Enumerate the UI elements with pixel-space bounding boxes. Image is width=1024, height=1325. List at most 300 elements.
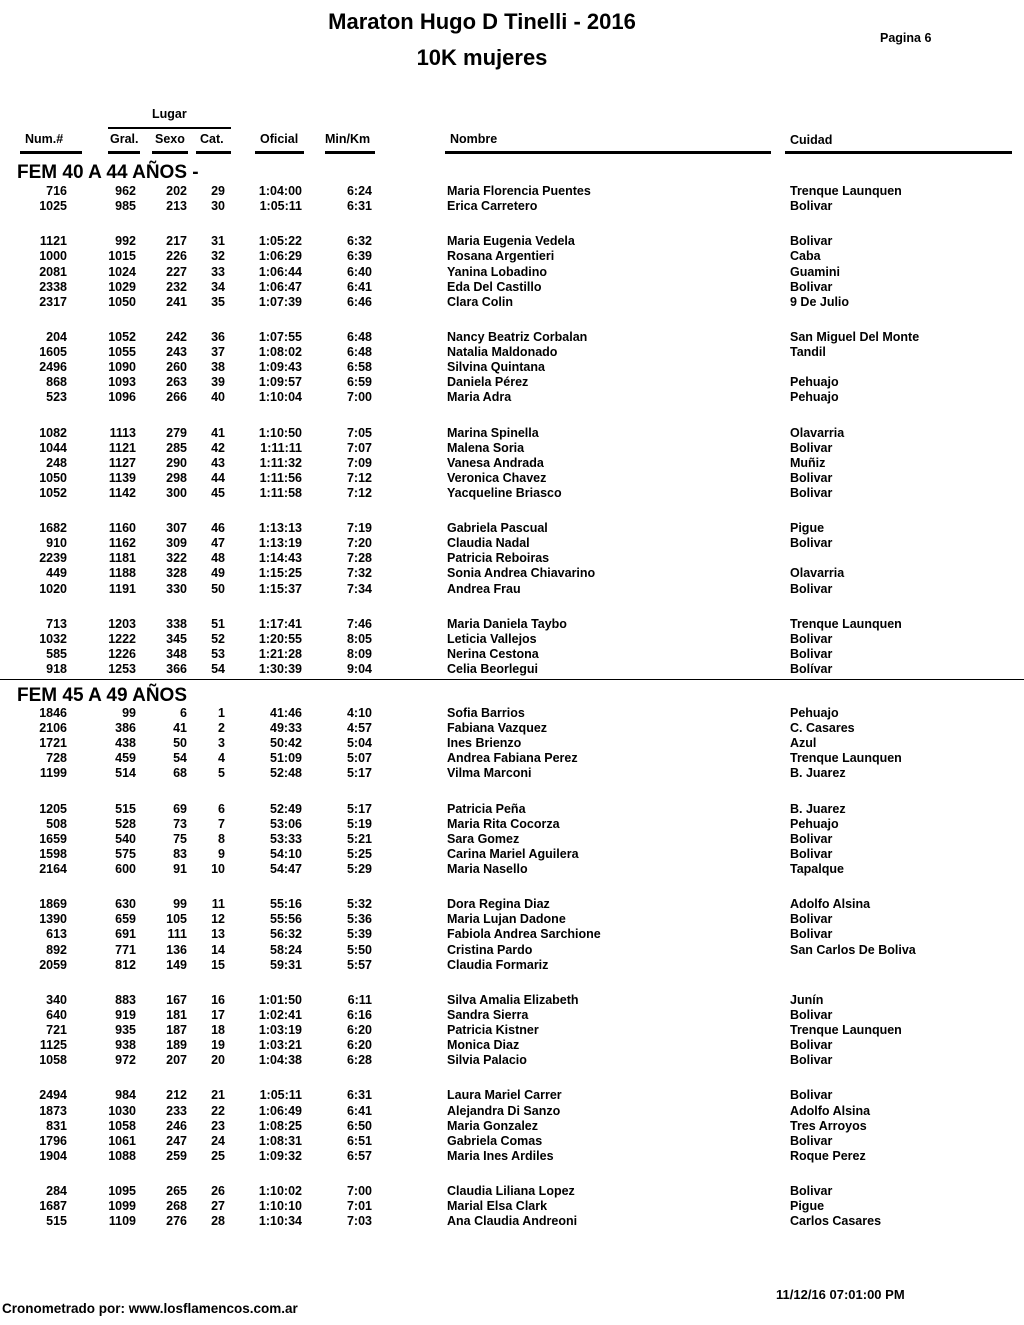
place-sex: 259 [166, 1149, 187, 1163]
runner-name: Daniela Pérez [447, 375, 529, 389]
pace: 6:41 [346, 280, 372, 294]
place-general: 691 [115, 927, 136, 941]
runner-city: Bolivar [790, 647, 833, 661]
pace: 4:57 [346, 721, 372, 735]
bib-number: 2496 [39, 360, 67, 374]
bib-number: 1687 [39, 1199, 67, 1213]
place-category: 11 [211, 897, 225, 911]
table-row [0, 521, 1024, 536]
place-category: 48 [211, 551, 225, 565]
bib-number: 831 [46, 1119, 67, 1133]
runner-city: Bolivar [790, 1053, 833, 1067]
official-time: 1:01:50 [258, 993, 302, 1007]
bib-number: 892 [46, 943, 67, 957]
place-general: 1061 [108, 1134, 136, 1148]
bib-number: 2164 [39, 862, 67, 876]
runner-name: Carina Mariel Aguilera [447, 847, 579, 861]
place-general: 1058 [108, 1119, 136, 1133]
place-category: 19 [211, 1038, 225, 1052]
bib-number: 1390 [39, 912, 67, 926]
bib-number: 728 [46, 751, 67, 765]
bib-number: 2338 [39, 280, 67, 294]
pace: 6:16 [346, 1008, 372, 1022]
place-sex: 54 [173, 751, 187, 765]
runner-name: Patricia Reboiras [447, 551, 550, 565]
pace: 5:29 [346, 862, 372, 876]
runner-name: Ana Claudia Andreoni [447, 1214, 578, 1228]
bib-number: 1682 [39, 521, 67, 535]
runner-name: Erica Carretero [447, 199, 538, 213]
table-row [0, 249, 1024, 264]
place-category: 27 [211, 1199, 225, 1213]
place-general: 1088 [108, 1149, 136, 1163]
pace: 6:39 [346, 249, 372, 263]
place-general: 1109 [108, 1214, 136, 1228]
table-row [0, 330, 1024, 345]
column-header-gral: Gral. [110, 132, 139, 146]
runner-name: Claudia Nadal [447, 536, 530, 550]
official-time: 1:09:57 [258, 375, 302, 389]
column-header-nombre: Nombre [450, 132, 498, 146]
official-time: 50:42 [270, 736, 302, 750]
runner-city: Trenque Launquen [790, 1023, 902, 1037]
place-general: 1162 [108, 536, 136, 550]
place-sex: 149 [166, 958, 187, 972]
place-sex: 181 [166, 1008, 187, 1022]
runner-city: Bolivar [790, 582, 833, 596]
place-general: 1095 [108, 1184, 136, 1198]
place-general: 984 [115, 1088, 136, 1102]
official-time: 1:30:39 [258, 662, 302, 676]
bib-number: 2106 [39, 721, 67, 735]
runner-name: Nancy Beatriz Corbalan [447, 330, 588, 344]
official-time: 1:08:31 [258, 1134, 302, 1148]
place-sex: 233 [166, 1104, 187, 1118]
pace: 6:20 [346, 1038, 372, 1052]
table-row [0, 280, 1024, 295]
pace: 7:46 [346, 617, 372, 631]
place-category: 5 [218, 766, 225, 780]
runner-city: B. Juarez [790, 766, 846, 780]
runner-city: Bolivar [790, 471, 833, 485]
bib-number: 1050 [39, 471, 67, 485]
runner-city: Bolivar [790, 927, 833, 941]
table-row [0, 993, 1024, 1008]
runner-city: Azul [790, 736, 817, 750]
runner-name: Silvina Quintana [447, 360, 545, 374]
table-row [0, 736, 1024, 751]
table-row [0, 617, 1024, 632]
runner-city: Pigue [790, 521, 825, 535]
place-category: 26 [211, 1184, 225, 1198]
official-time: 54:10 [270, 847, 302, 861]
pace: 5:07 [346, 751, 372, 765]
runner-city: Bolivar [790, 234, 833, 248]
pace: 5:21 [346, 832, 372, 846]
runner-name: Clara Colin [447, 295, 513, 309]
official-time: 1:10:10 [258, 1199, 302, 1213]
place-sex: 246 [166, 1119, 187, 1133]
table-row [0, 943, 1024, 958]
table-row [0, 1199, 1024, 1214]
bib-number: 721 [46, 1023, 67, 1037]
place-category: 51 [211, 617, 225, 631]
table-row [0, 662, 1024, 677]
place-sex: 6 [180, 706, 187, 720]
place-general: 575 [115, 847, 136, 861]
runner-city: 9 De Julio [790, 295, 850, 309]
place-category: 40 [211, 390, 225, 404]
official-time: 1:10:02 [258, 1184, 302, 1198]
bib-number: 449 [46, 566, 67, 580]
runner-name: Gabriela Comas [447, 1134, 543, 1148]
runner-city: Roque Perez [790, 1149, 866, 1163]
table-row [0, 184, 1024, 199]
pace: 6:24 [346, 184, 372, 198]
bib-number: 1873 [39, 1104, 67, 1118]
bib-number: 1125 [39, 1038, 67, 1052]
pace: 6:20 [346, 1023, 372, 1037]
runner-name: Vanesa Andrada [447, 456, 544, 470]
place-general: 1121 [108, 441, 136, 455]
place-category: 31 [211, 234, 225, 248]
official-time: 1:13:19 [258, 536, 302, 550]
pace: 6:48 [346, 330, 372, 344]
official-time: 1:11:58 [259, 486, 302, 500]
official-time: 1:04:00 [258, 184, 302, 198]
bib-number: 523 [46, 390, 67, 404]
official-time: 1:11:32 [259, 456, 302, 470]
place-general: 1181 [108, 551, 136, 565]
runner-name: Laura Mariel Carrer [447, 1088, 562, 1102]
place-category: 54 [211, 662, 225, 676]
place-general: 1052 [108, 330, 136, 344]
table-row [0, 912, 1024, 927]
place-category: 28 [211, 1214, 225, 1228]
place-category: 47 [211, 536, 225, 550]
place-sex: 260 [166, 360, 187, 374]
minkm-underline [325, 151, 375, 154]
place-category: 32 [211, 249, 225, 263]
runner-city: Bolivar [790, 1038, 833, 1052]
place-category: 3 [218, 736, 225, 750]
table-row [0, 847, 1024, 862]
table-row [0, 199, 1024, 214]
place-sex: 298 [166, 471, 187, 485]
official-time: 1:20:55 [258, 632, 302, 646]
place-general: 992 [115, 234, 136, 248]
place-category: 52 [211, 632, 225, 646]
place-general: 938 [115, 1038, 136, 1052]
runner-city: Trenque Launquen [790, 751, 902, 765]
official-time: 1:17:41 [258, 617, 302, 631]
bib-number: 2059 [39, 958, 67, 972]
runner-city: Bolivar [790, 1088, 833, 1102]
bib-number: 1598 [39, 847, 67, 861]
bib-number: 585 [46, 647, 67, 661]
place-category: 17 [211, 1008, 225, 1022]
runner-city: C. Casares [790, 721, 855, 735]
place-general: 1160 [108, 521, 136, 535]
place-general: 1050 [108, 295, 136, 309]
table-row [0, 441, 1024, 456]
place-category: 15 [211, 958, 225, 972]
place-general: 1253 [108, 662, 136, 676]
table-row [0, 471, 1024, 486]
section-title: FEM 45 A 49 AÑOS [17, 685, 187, 706]
table-row [0, 1104, 1024, 1119]
place-general: 515 [115, 802, 136, 816]
runner-city: Bolivar [790, 832, 833, 846]
place-category: 10 [211, 862, 225, 876]
runner-name: Maria Florencia Puentes [447, 184, 591, 198]
runner-name: Maria Adra [447, 390, 512, 404]
place-general: 962 [115, 184, 136, 198]
pace: 6:48 [346, 345, 372, 359]
table-row [0, 566, 1024, 581]
bib-number: 1904 [39, 1149, 67, 1163]
place-general: 1139 [108, 471, 136, 485]
official-time: 1:08:25 [258, 1119, 302, 1133]
table-row [0, 536, 1024, 551]
runner-city: Pehuajo [790, 706, 839, 720]
runner-city: Tres Arroyos [790, 1119, 867, 1133]
runner-city: Bolivar [790, 1184, 833, 1198]
official-time: 1:15:37 [258, 582, 302, 596]
pace: 6:57 [346, 1149, 372, 1163]
table-row [0, 360, 1024, 375]
report-subtitle: 10K mujeres [416, 45, 548, 70]
place-sex: 348 [166, 647, 187, 661]
table-row [0, 1053, 1024, 1068]
table-row [0, 1008, 1024, 1023]
official-time: 51:09 [270, 751, 302, 765]
bib-number: 1796 [39, 1134, 67, 1148]
place-general: 1191 [108, 582, 136, 596]
sexo-underline [152, 151, 188, 154]
runner-name: Yacqueline Briasco [447, 486, 562, 500]
place-category: 21 [211, 1088, 225, 1102]
runner-name: Celia Beorlegui [447, 662, 538, 676]
runner-city: Bolivar [790, 441, 833, 455]
place-general: 985 [115, 199, 136, 213]
bib-number: 640 [46, 1008, 67, 1022]
pace: 8:09 [346, 647, 372, 661]
table-row [0, 897, 1024, 912]
official-time: 1:03:19 [258, 1023, 302, 1037]
runner-city: Bolivar [790, 1134, 833, 1148]
place-general: 1222 [108, 632, 136, 646]
table-row [0, 234, 1024, 249]
table-row [0, 958, 1024, 973]
runner-name: Veronica Chavez [447, 471, 547, 485]
table-row [0, 706, 1024, 721]
place-general: 630 [115, 897, 136, 911]
place-general: 812 [115, 958, 136, 972]
place-general: 1226 [108, 647, 136, 661]
table-row [0, 265, 1024, 280]
pace: 6:46 [346, 295, 372, 309]
place-general: 659 [115, 912, 136, 926]
place-general: 935 [115, 1023, 136, 1037]
gral-underline [108, 151, 140, 154]
place-category: 46 [211, 521, 225, 535]
runner-name: Andrea Fabiana Perez [447, 751, 578, 765]
runner-name: Rosana Argentieri [447, 249, 555, 263]
runner-city: Trenque Launquen [790, 184, 902, 198]
runner-name: Eda Del Castillo [447, 280, 542, 294]
place-sex: 268 [166, 1199, 187, 1213]
place-category: 25 [211, 1149, 225, 1163]
bib-number: 248 [46, 456, 67, 470]
official-time: 1:06:44 [258, 265, 302, 279]
pace: 9:04 [346, 662, 372, 676]
place-sex: 73 [173, 817, 187, 831]
place-category: 38 [211, 360, 225, 374]
column-header-sexo: Sexo [155, 132, 185, 146]
table-row [0, 295, 1024, 310]
runner-city: B. Juarez [790, 802, 846, 816]
official-time: 1:09:32 [258, 1149, 302, 1163]
place-general: 528 [115, 817, 136, 831]
runner-name: Alejandra Di Sanzo [447, 1104, 561, 1118]
place-sex: 265 [166, 1184, 187, 1198]
table-row [0, 456, 1024, 471]
official-time: 53:33 [270, 832, 302, 846]
place-sex: 202 [166, 184, 187, 198]
official-time: 1:07:55 [258, 330, 302, 344]
pace: 5:57 [346, 958, 372, 972]
table-row [0, 927, 1024, 942]
table-row [0, 647, 1024, 662]
pace: 6:11 [347, 993, 372, 1007]
runner-city: Adolfo Alsina [790, 1104, 871, 1118]
pace: 7:19 [346, 521, 372, 535]
report-title: Maraton Hugo D Tinelli - 2016 [328, 9, 636, 34]
place-general: 99 [122, 706, 136, 720]
place-sex: 167 [166, 993, 187, 1007]
official-time: 1:08:02 [258, 345, 302, 359]
place-sex: 212 [166, 1088, 187, 1102]
bib-number: 1121 [39, 234, 67, 248]
nombre-underline [445, 151, 771, 154]
place-category: 33 [211, 265, 225, 279]
table-row [0, 345, 1024, 360]
runner-name: Maria Lujan Dadone [447, 912, 566, 926]
bib-number: 716 [46, 184, 67, 198]
bib-number: 1846 [39, 706, 67, 720]
table-row [0, 862, 1024, 877]
pace: 6:40 [346, 265, 372, 279]
place-sex: 345 [166, 632, 187, 646]
place-sex: 328 [166, 566, 187, 580]
timing-credit: Cronometrado por: www.losflamencos.com.ar [2, 1301, 298, 1316]
place-sex: 187 [166, 1023, 187, 1037]
bib-number: 1020 [39, 582, 67, 596]
column-header-lugar: Lugar [152, 107, 187, 121]
official-time: 52:49 [270, 802, 302, 816]
place-sex: 75 [173, 832, 187, 846]
official-time: 1:05:22 [258, 234, 302, 248]
section-divider [0, 679, 1024, 680]
runner-name: Maria Gonzalez [447, 1119, 538, 1133]
runner-city: Olavarria [790, 566, 845, 580]
table-row [0, 375, 1024, 390]
official-time: 1:10:50 [258, 426, 302, 440]
runner-city: Pehuajo [790, 817, 839, 831]
runner-name: Claudia Liliana Lopez [447, 1184, 575, 1198]
official-time: 1:05:11 [259, 199, 302, 213]
runner-name: Andrea Frau [447, 582, 521, 596]
place-category: 37 [211, 345, 225, 359]
place-sex: 41 [173, 721, 187, 735]
place-category: 4 [218, 751, 225, 765]
official-time: 1:10:04 [258, 390, 302, 404]
pace: 5:36 [346, 912, 372, 926]
place-category: 34 [211, 280, 225, 294]
runner-city: Pehuajo [790, 390, 839, 404]
bib-number: 713 [46, 617, 67, 631]
place-category: 6 [218, 802, 225, 816]
table-row [0, 832, 1024, 847]
table-row [0, 802, 1024, 817]
bib-number: 2081 [39, 265, 67, 279]
place-category: 29 [211, 184, 225, 198]
place-category: 24 [211, 1134, 225, 1148]
place-general: 972 [115, 1053, 136, 1067]
place-general: 919 [115, 1008, 136, 1022]
column-header-cat: Cat. [200, 132, 224, 146]
official-time: 58:24 [270, 943, 302, 957]
place-sex: 279 [166, 426, 187, 440]
report-timestamp: 11/12/16 07:01:00 PM [776, 1287, 905, 1302]
pace: 6:41 [346, 1104, 372, 1118]
table-row [0, 551, 1024, 566]
ciudad-underline [785, 151, 1012, 154]
place-category: 13 [211, 927, 225, 941]
official-time: 1:11:11 [260, 441, 302, 455]
place-general: 1113 [109, 426, 136, 440]
pace: 6:31 [346, 1088, 372, 1102]
table-row [0, 1184, 1024, 1199]
pace: 5:19 [346, 817, 372, 831]
bib-number: 2239 [39, 551, 67, 565]
runner-name: Cristina Pardo [447, 943, 533, 957]
official-time: 53:06 [270, 817, 302, 831]
place-category: 36 [211, 330, 225, 344]
place-sex: 226 [166, 249, 187, 263]
bib-number: 1605 [39, 345, 67, 359]
official-time: 1:06:49 [258, 1104, 302, 1118]
runner-name: Leticia Vallejos [447, 632, 537, 646]
pace: 7:07 [346, 441, 372, 455]
pace: 8:05 [346, 632, 372, 646]
pace: 5:39 [346, 927, 372, 941]
official-time: 56:32 [270, 927, 302, 941]
place-general: 883 [115, 993, 136, 1007]
place-general: 1090 [108, 360, 136, 374]
place-sex: 111 [167, 927, 187, 941]
runner-name: Marial Elsa Clark [447, 1199, 548, 1213]
pace: 5:17 [346, 802, 372, 816]
place-sex: 366 [166, 662, 187, 676]
runner-city: Bolivar [790, 486, 833, 500]
runner-city: Junín [790, 993, 824, 1007]
place-category: 8 [218, 832, 225, 846]
bib-number: 2317 [39, 295, 67, 309]
runner-city: Bolivar [790, 847, 833, 861]
pace: 5:32 [346, 897, 372, 911]
